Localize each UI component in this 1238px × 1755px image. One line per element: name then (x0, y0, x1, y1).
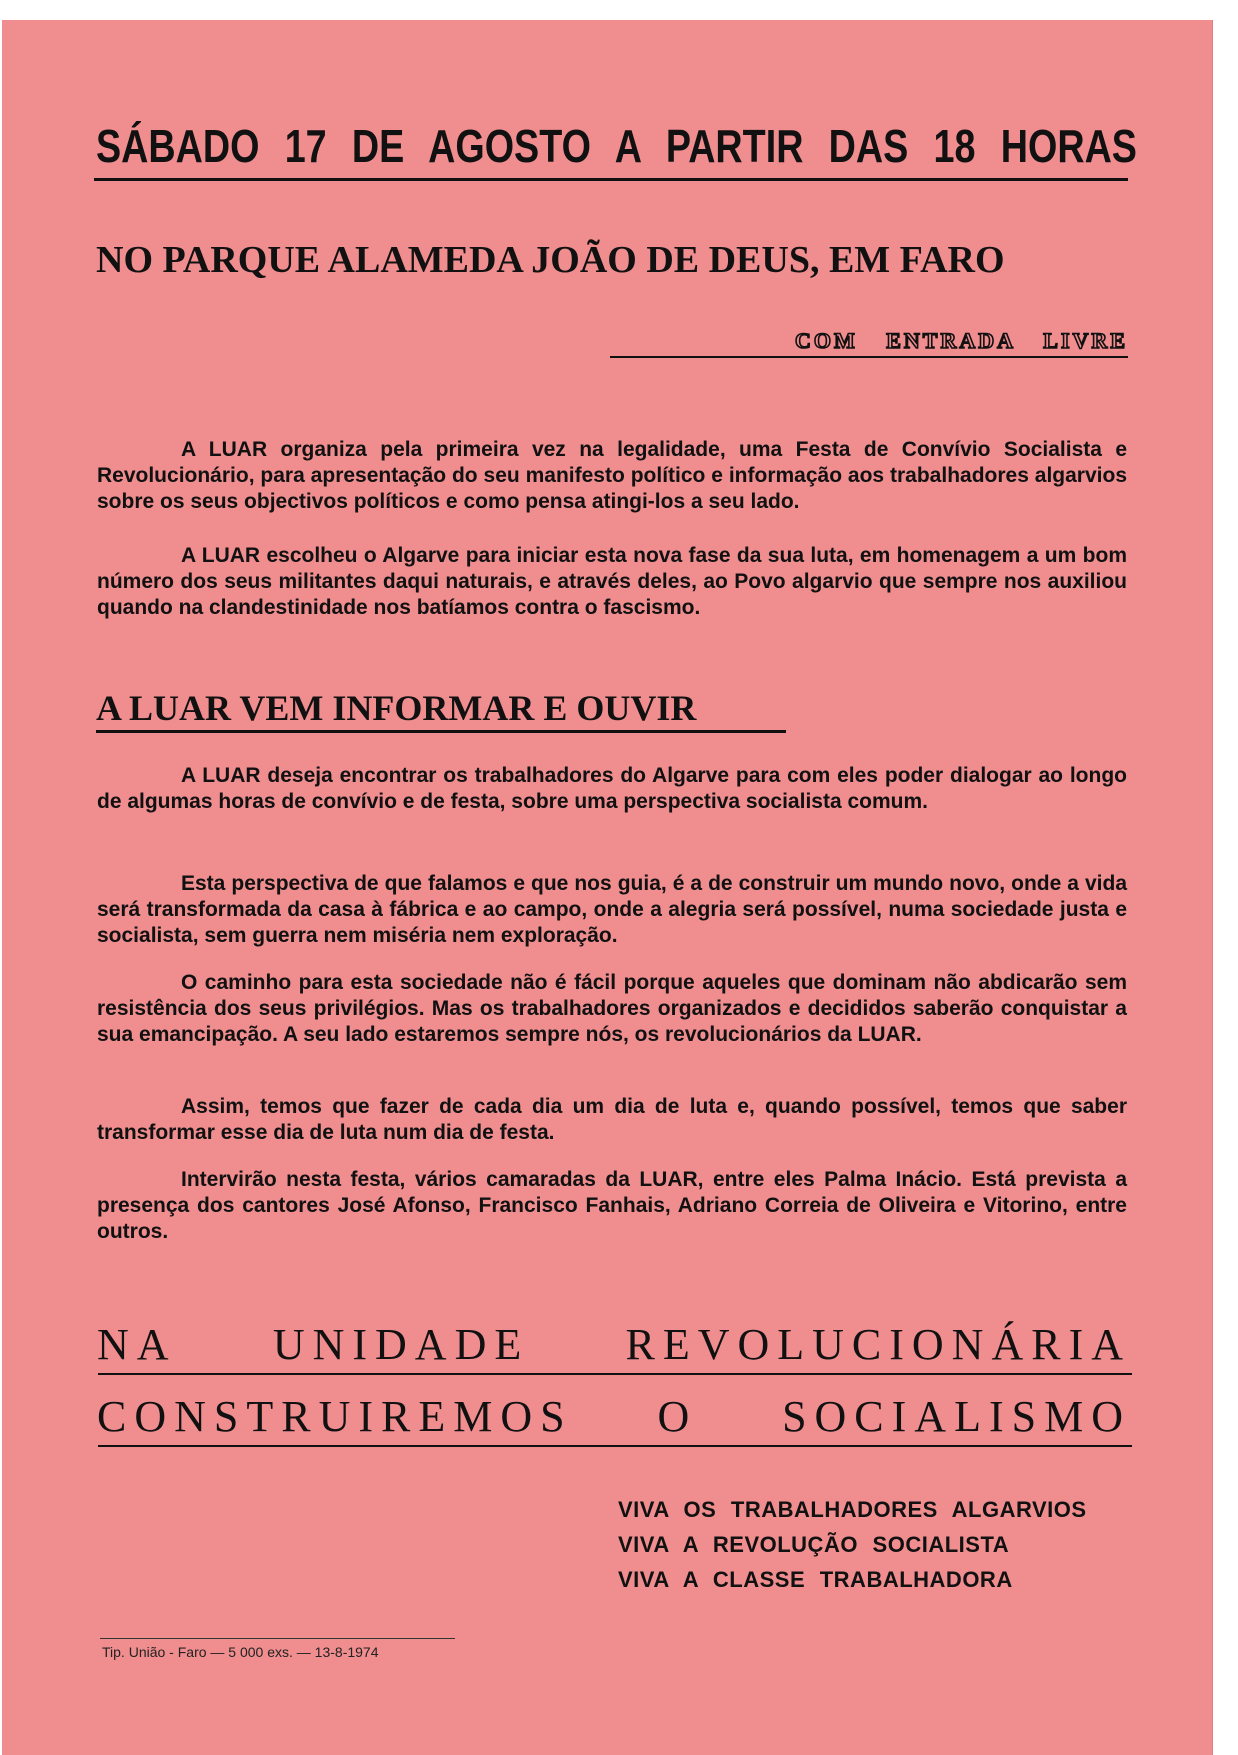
slogan-word: REVOLUCIONÁRIA (625, 1320, 1131, 1369)
cheer-line: VIVA OS TRABALHADORES ALGARVIOS (618, 1497, 1087, 1522)
venue-heading: NO PARQUE ALAMEDA JOÃO DE DEUS, EM FARO (96, 239, 1005, 281)
slogan-word: SOCIALISMO (782, 1392, 1131, 1441)
body-paragraph: O caminho para esta sociedade não é fácil porque aqueles que dominam não abdicarão sem resistência dos seus privilégios. Mas os trabalhadores organizados e decididos saberão conquistar a sua emancipação. A seu lado estaremos sempre nós, os revolucionários da LUAR. (97, 971, 1127, 1046)
body-paragraph: Assim, temos que fazer de cada dia um dia de luta e, quando possível, temos que saber transformar esse dia de luta num dia de festa. (97, 1095, 1127, 1144)
slogan-line-2 (97, 1390, 1131, 1444)
subheading-underline (96, 730, 786, 733)
event-date-headline: SÁBADO 17 DE AGOSTO A PARTIR DAS 18 HORAS (96, 120, 1137, 172)
closing-cheers (618, 1492, 1087, 1597)
slogan-word: NA (97, 1320, 177, 1369)
body-paragraph: Intervirão nesta festa, vários camaradas da LUAR, entre eles Palma Inácio. Está prevista a presença dos cantores José Afonso, Francisco Fanhais, Adriano Correia de Oliveira e Vitorino, entre outros. (97, 1168, 1127, 1243)
body-paragraph: Esta perspectiva de que falamos e que nos guia, é a de construir um mundo novo, onde a vida será transformada da casa à fábrica e ao campo, onde a alegria será possível, numa sociedade justa e socialista, sem guerra nem miséria nem exploração. (97, 872, 1127, 947)
cheer-line: VIVA A CLASSE TRABALHADORA (618, 1567, 1013, 1592)
slogan-line-1-underline (98, 1373, 1132, 1375)
imprint-rule (100, 1638, 455, 1639)
intro-paragraph: A LUAR escolheu o Algarve para iniciar esta nova fase da sua luta, em homenagem a um bom número dos seus militantes daqui naturais, e através deles, ao Povo algarvio que sempre nos auxiliou quando na clandestinidade nos batíamos contra o fascismo. (97, 544, 1127, 619)
slogan-word: UNIDADE (272, 1320, 530, 1369)
headline-underline (94, 178, 1128, 181)
free-entrance-label: COM ENTRADA LIVRE (794, 328, 1128, 353)
slogan-word: CONSTRUIREMOS (97, 1392, 573, 1441)
entrance-underline (610, 356, 1128, 358)
slogan-line-2-underline (98, 1445, 1132, 1447)
intro-paragraph: A LUAR organiza pela primeira vez na legalidade, uma Festa de Convívio Socialista e Revolucionário, para apresentação do seu manifesto político e informação aos trabalhadores algarvios sobre os seus objectivos políticos e como pensa atingi-los a seu lado. (97, 438, 1127, 513)
body-paragraph: A LUAR deseja encontrar os trabalhadores do Algarve para com eles poder dialogar ao longo de algumas horas de convívio e de festa, sobre uma perspectiva socialista comum. (97, 764, 1127, 813)
cheer-line: VIVA A REVOLUÇÃO SOCIALISTA (618, 1532, 1010, 1557)
section-subheading: A LUAR VEM INFORMAR E OUVIR (96, 688, 697, 728)
slogan-line-1 (97, 1318, 1131, 1372)
slogan-word: O (657, 1392, 698, 1441)
printer-imprint: Tip. União - Faro — 5 000 exs. — 13-8-1974 (102, 1644, 379, 1660)
